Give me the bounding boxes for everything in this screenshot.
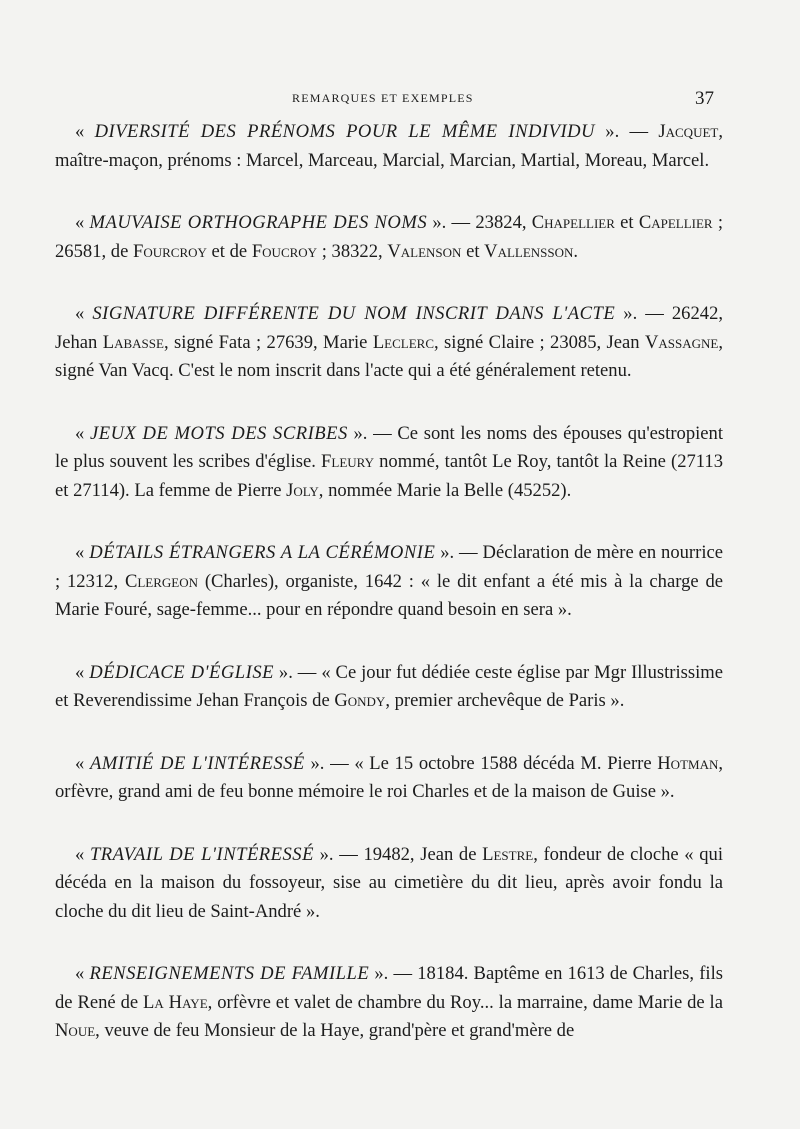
surname: Capellier: [638, 212, 713, 233]
open-quote: «: [75, 212, 90, 233]
paragraph-heading: DÉDICACE D'ÉGLISE: [89, 661, 274, 683]
paragraph-text: , nommée Marie la Belle (45252).: [318, 479, 572, 501]
surname: Vassagne: [644, 331, 719, 353]
paragraph-text: , signé Van Vacq. C'est le nom inscrit dans l'acte qui a été généralement retenu.: [55, 331, 723, 381]
paragraph-amitie-interesse: [55, 750, 723, 807]
paragraph-heading: JEUX DE MOTS DES SCRIBES: [89, 422, 348, 444]
paragraph-text: .: [573, 240, 579, 262]
paragraph-text: 18184. Baptême en 1613 de Charles, fils de René de: [55, 963, 723, 1013]
close-quote: ». —: [273, 661, 322, 683]
open-quote: «: [75, 752, 90, 774]
paragraph-details-etrangers: [55, 539, 723, 625]
paragraph-heading: DIVERSITÉ DES PRÉNOMS POUR LE MÊME INDIVIDU: [94, 121, 595, 142]
paragraph-travail-interesse: [55, 841, 723, 927]
paragraph-text: nommé, tantôt Le Roy, tantôt la Reine (27113 et 27114). La femme de Pierre: [55, 451, 723, 501]
paragraph-text: (Charles), organiste, 1642 : « le dit enfant a été mis à la charge de Marie Fouré, sage-femme... pour en répondre quand besoin en sera ».: [55, 570, 723, 620]
paragraph-renseignements-famille: [55, 960, 723, 1046]
paragraph-text: « Le 15 octobre 1588 décéda M. Pierre: [354, 752, 658, 774]
surname: Chapellier: [531, 212, 615, 233]
paragraph-heading: SIGNATURE DIFFÉRENTE DU NOM INSCRIT DANS L'ACTE: [92, 303, 616, 324]
paragraph-text: Ce sont les noms des épouses qu'estropient le plus souvent les scribes d'église.: [55, 422, 723, 472]
paragraph-text: et: [614, 212, 639, 233]
paragraph-text: Déclaration de mère en nourrice ; 12312,: [55, 542, 723, 592]
surname: Leclerc: [372, 331, 435, 353]
paragraph-text: 19482, Jean de: [363, 843, 483, 865]
paragraph-heading: RENSEIGNEMENTS DE FAMILLE: [89, 963, 370, 984]
paragraph-text: , fondeur de cloche « qui décéda en la maison du fossoyeur, sise au cimetière du dit lieu, après avoir fondu la cloche du dit lieu de Saint-André ».: [55, 843, 723, 922]
surname: Valenson: [387, 240, 462, 262]
paragraph-text: , orfèvre, grand ami de feu bonne mémoire le roi Charles et de la maison de Guise ».: [55, 752, 723, 802]
open-quote: «: [75, 303, 93, 324]
open-quote: «: [75, 422, 90, 444]
paragraph-diversite-prenoms: [55, 118, 723, 175]
paragraph-text: ; 26581, de: [55, 212, 724, 262]
page-number: 37: [695, 88, 714, 109]
paragraph-text: et de: [206, 240, 252, 262]
close-quote: ». —: [435, 542, 483, 563]
paragraph-signature-differente: [55, 300, 723, 386]
paragraph-text: , signé Fata ; 27639, Marie: [163, 331, 373, 353]
paragraph-heading: MAUVAISE ORTHOGRAPHE DES NOMS: [89, 212, 428, 233]
paragraph-text: ; 38322,: [317, 240, 388, 262]
body-text: [55, 118, 723, 1080]
surname: La Haye: [143, 991, 208, 1013]
close-quote: ». —: [304, 752, 355, 774]
paragraph-mauvaise-orthographe: [55, 209, 723, 266]
open-quote: «: [75, 542, 90, 563]
surname: Noue: [55, 1020, 96, 1041]
paragraph-heading: DÉTAILS ÉTRANGERS A LA CÉRÉMONIE: [89, 542, 436, 563]
open-quote: «: [75, 963, 90, 984]
surname: Vallensson: [484, 240, 574, 262]
paragraph-dedicace-eglise: [55, 659, 723, 716]
surname: Labasse: [102, 331, 164, 353]
close-quote: ». —: [369, 963, 418, 984]
close-quote: ». —: [427, 212, 476, 233]
surname: Fourcroy: [132, 240, 207, 262]
surname: Joly: [286, 479, 319, 501]
open-quote: «: [75, 661, 90, 683]
page-header: [0, 88, 800, 111]
paragraph-heading: TRAVAIL DE L'INTÉRESSÉ: [89, 843, 314, 865]
running-head: REMARQUES ET EXEMPLES: [292, 91, 474, 105]
paragraph-text: et: [461, 240, 485, 262]
close-quote: ». —: [347, 422, 398, 444]
surname: Jacquet: [658, 121, 719, 142]
paragraph-text: , signé Claire ; 23085, Jean: [434, 331, 645, 353]
paragraph-jeux-de-mots: [55, 420, 723, 506]
paragraph-text: , maître-maçon, prénoms : Marcel, Marceau, Marcial, Marcian, Martial, Moreau, Marcel.: [55, 121, 724, 171]
surname: Foucroy: [251, 240, 318, 262]
open-quote: «: [75, 121, 95, 142]
paragraph-text: 23824,: [475, 212, 532, 233]
close-quote: ». —: [313, 843, 364, 865]
close-quote: ». —: [615, 303, 672, 324]
surname: Hotman: [657, 752, 719, 774]
open-quote: «: [75, 843, 90, 865]
paragraph-text: , veuve de feu Monsieur de la Haye, grand'père et grand'mère de: [95, 1020, 575, 1041]
paragraph-heading: AMITIÉ DE L'INTÉRESSÉ: [89, 752, 305, 774]
paragraph-text: , premier archevêque de Paris ».: [385, 690, 625, 711]
close-quote: ». —: [595, 121, 659, 142]
surname: Lestre: [482, 843, 534, 865]
surname: Fleury: [321, 451, 374, 472]
paragraph-text: , orfèvre et valet de chambre du Roy... la marraine, dame Marie de la: [207, 991, 723, 1013]
paragraph-text: 26242, Jehan: [55, 303, 724, 353]
paragraph-text: « Ce jour fut dédiée ceste église par Mgr Illustrissime et Reverendissime Jehan François de: [55, 661, 724, 711]
surname: Clergeon: [124, 570, 199, 592]
surname: Gondy: [334, 690, 386, 711]
